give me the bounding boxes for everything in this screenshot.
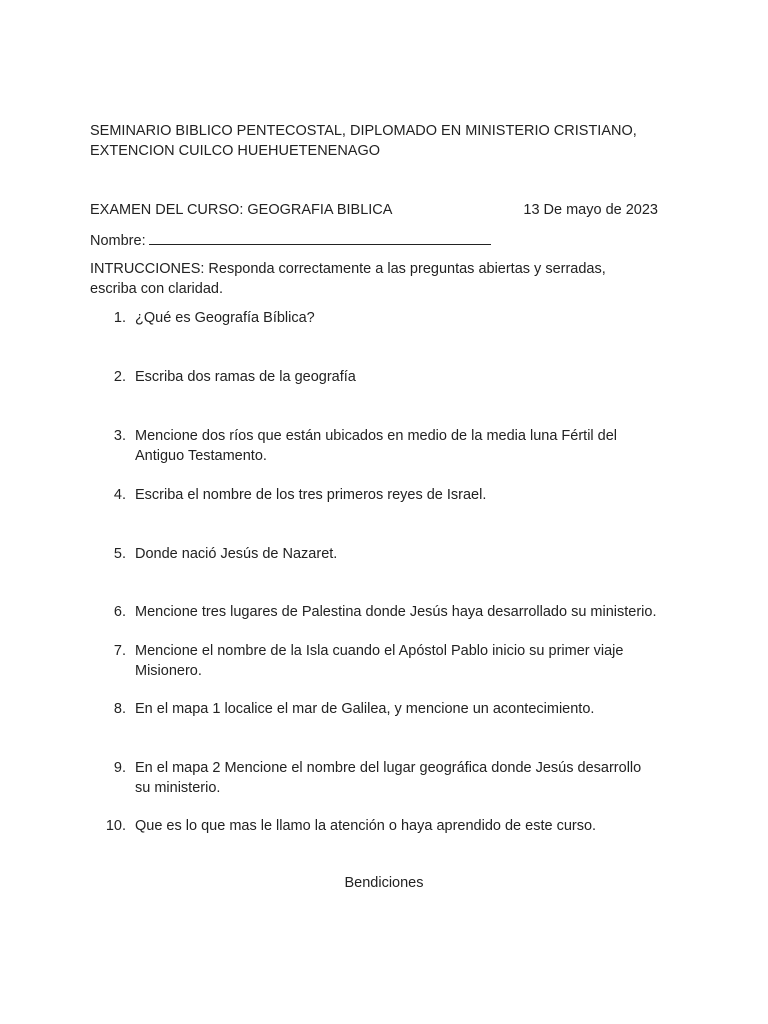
question-line: Mencione el nombre de la Isla cuando el Apóstol Pablo inicio su primer viaje [135, 643, 624, 659]
exam-title-row [90, 201, 658, 221]
question-text [135, 309, 695, 329]
question-text [135, 486, 695, 506]
name-line [90, 230, 491, 252]
question-number: 10. [105, 818, 126, 834]
question-text [135, 642, 695, 681]
question-number: 6. [113, 604, 126, 620]
question-number: 5. [113, 546, 126, 562]
question-line: Que es lo que mas le llamo la atención o haya aprendido de este curso. [135, 818, 597, 834]
question-number: 4. [113, 487, 126, 503]
instructions-line-1: INTRUCCIONES: Responda correctamente a las preguntas abiertas y serradas, [90, 261, 606, 277]
question-line: Misionero. [135, 662, 202, 679]
question-text [135, 603, 695, 623]
question-number: 7. [113, 643, 126, 659]
heading-line-1: SEMINARIO BIBLICO PENTECOSTAL, DIPLOMADO EN MINISTERIO CRISTIANO, [90, 123, 637, 139]
name-blank-line[interactable] [149, 230, 491, 245]
question-number: 9. [113, 760, 126, 776]
heading-line-2: EXTENCION CUILCO HUEHUETENENAGO [90, 142, 381, 159]
question-line: Antiguo Testamento. [135, 447, 267, 464]
question-text [135, 368, 695, 388]
instructions-line-2: escriba con claridad. [90, 280, 223, 297]
question-line: Donde nació Jesús de Nazaret. [135, 546, 338, 562]
question-text [135, 759, 695, 798]
question-line: Escriba dos ramas de la geografía [135, 369, 356, 385]
instructions [90, 260, 660, 299]
question-number: 3. [113, 428, 126, 444]
question-line: En el mapa 2 Mencione el nombre del lugar geográfica donde Jesús desarrollo [135, 760, 642, 776]
question-line: ¿Qué es Geografía Bíblica? [135, 310, 315, 326]
question-number: 2. [113, 369, 126, 385]
question-text [135, 545, 695, 565]
question-line: su ministerio. [135, 779, 221, 796]
question-line: En el mapa 1 localice el mar de Galilea, y mencione un acontecimiento. [135, 701, 595, 717]
question-text [135, 700, 695, 720]
question-line: Escriba el nombre de los tres primeros reyes de Israel. [135, 487, 487, 503]
exam-title: EXAMEN DEL CURSO: GEOGRAFIA BIBLICA [90, 202, 393, 218]
closing-blessing [0, 874, 768, 894]
exam-date: 13 De mayo de 2023 [523, 202, 658, 218]
question-text [135, 817, 695, 837]
question-number: 1. [113, 310, 126, 326]
closing-text: Bendiciones [344, 875, 424, 891]
question-line: Mencione tres lugares de Palestina donde Jesús haya desarrollado su ministerio. [135, 604, 657, 620]
document-heading [90, 122, 690, 161]
question-text [135, 427, 695, 466]
question-number: 8. [113, 701, 126, 717]
question-line: Mencione dos ríos que están ubicados en medio de la media luna Fértil del [135, 428, 618, 444]
name-label: Nombre: [90, 233, 146, 249]
